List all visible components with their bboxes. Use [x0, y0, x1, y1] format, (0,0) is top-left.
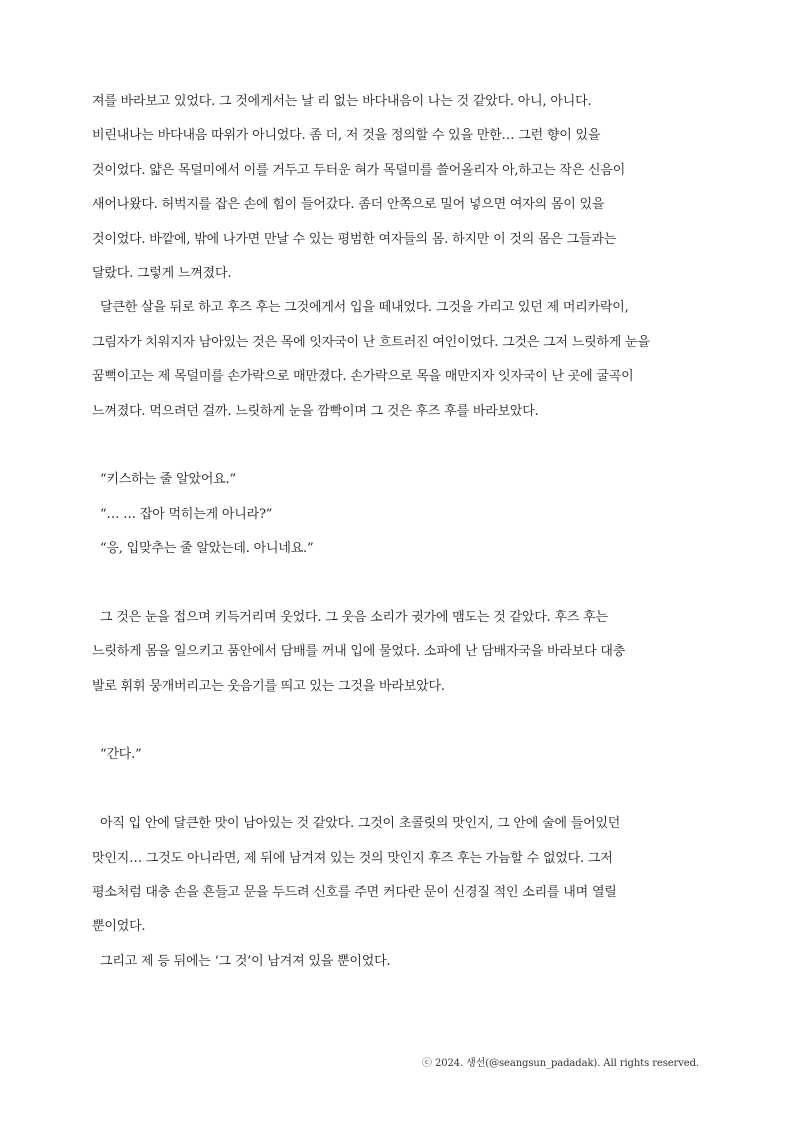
story-line: 것이었다. 바깥에, 밖에 나가면 만날 수 있는 평범한 여자들의 몸. 하지만 이 것의 몸은 그들과는	[92, 231, 617, 247]
dialogue-line: “키스하는 줄 알았어요.”	[100, 472, 236, 488]
paragraph-gap	[92, 437, 712, 454]
story-line: 져를 바라보고 있었다. 그 것에게서는 날 리 없는 바다내음이 나는 것 같았다. 아니, 아니다.	[92, 94, 592, 109]
story-line: 그림자가 치워지자 남아있는 것은 목에 잇자국이 난 흐트러진 여인이었다. 그것은 그저 느릿하게 눈을	[92, 334, 650, 350]
paragraph-gap	[92, 781, 712, 798]
story-line: 그 것은 눈을 접으며 키득거리며 웃었다. 그 웃음 소리가 귓가에 맴도는 것 같았다. 후즈 후는	[100, 609, 608, 625]
story-line: 맛인지… 그것도 아니라면, 제 뒤에 남겨져 있는 것의 맛인지 후즈 후는 가늠할 수 없었다. 그저	[92, 850, 613, 866]
story-body	[92, 93, 712, 987]
dialogue-line: “… … 잡아 먹히는게 아니라?”	[100, 506, 273, 522]
story-line: 느껴졌다. 먹으려던 걸까. 느릿하게 눈을 깜빡이며 그 것은 후즈 후를 바라보았다.	[92, 403, 539, 419]
story-line: 발로 휘휘 뭉개버리고는 웃음기를 띄고 있는 그것을 바라보았다.	[92, 678, 445, 694]
copyright-footer: ⓒ 2024. 생선(@seangsun_padadak). All rights reserved.	[421, 1058, 699, 1069]
story-line: 평소처럼 대충 손을 흔들고 문을 두드려 신호를 주면 커다란 문이 신경질 적인 소리를 내며 열릴	[92, 884, 617, 900]
story-line: 달랐다. 그렇게 느껴졌다.	[92, 265, 232, 281]
story-line: 그리고 제 등 뒤에는 ‘그 것’이 남겨져 있을 뿐이었다.	[100, 953, 391, 969]
paragraph-gap	[92, 712, 712, 729]
dialogue-line: “응, 입맞추는 줄 알았는데. 아니네요.”	[100, 541, 314, 557]
paragraph-gap	[92, 574, 712, 591]
story-line: 꿈뻑이고는 제 목덜미를 손가락으로 매만졌다. 손가락으로 목을 매만지자 잇자국이 난 곳에 굴곡이	[92, 369, 634, 385]
story-line: 아직 입 안에 달큰한 맛이 남아있는 것 같았다. 그것이 초콜릿의 맛인지, 그 안에 술에 들어있던	[100, 816, 621, 832]
story-line: 달큰한 살을 뒤로 하고 후즈 후는 그것에게서 입을 떼내었다. 그것을 가리고 있던 제 머리카락이,	[100, 300, 629, 316]
story-line: 뿐이었다.	[92, 919, 146, 935]
story-line: 느릿하게 몸을 일으키고 품안에서 담배를 꺼내 입에 물었다. 소파에 난 담배자국을 바라보다 대충	[92, 644, 626, 660]
dialogue-line: “간다.”	[100, 747, 142, 763]
story-line: 비린내나는 바다내음 따위가 아니었다. 좀 더, 저 것을 정의할 수 있을 만한… 그런 향이 있을	[92, 128, 601, 144]
story-line: 것이었다. 얇은 목덜미에서 이를 거두고 두터운 혀가 목덜미를 쓸어올리자 아,하고는 작은 신음이	[92, 162, 626, 178]
story-line: 새어나왔다. 허벅지를 잡은 손에 힘이 들어갔다. 좀더 안쪽으로 밀어 넣으면 여자의 몸이 있을	[92, 197, 605, 213]
